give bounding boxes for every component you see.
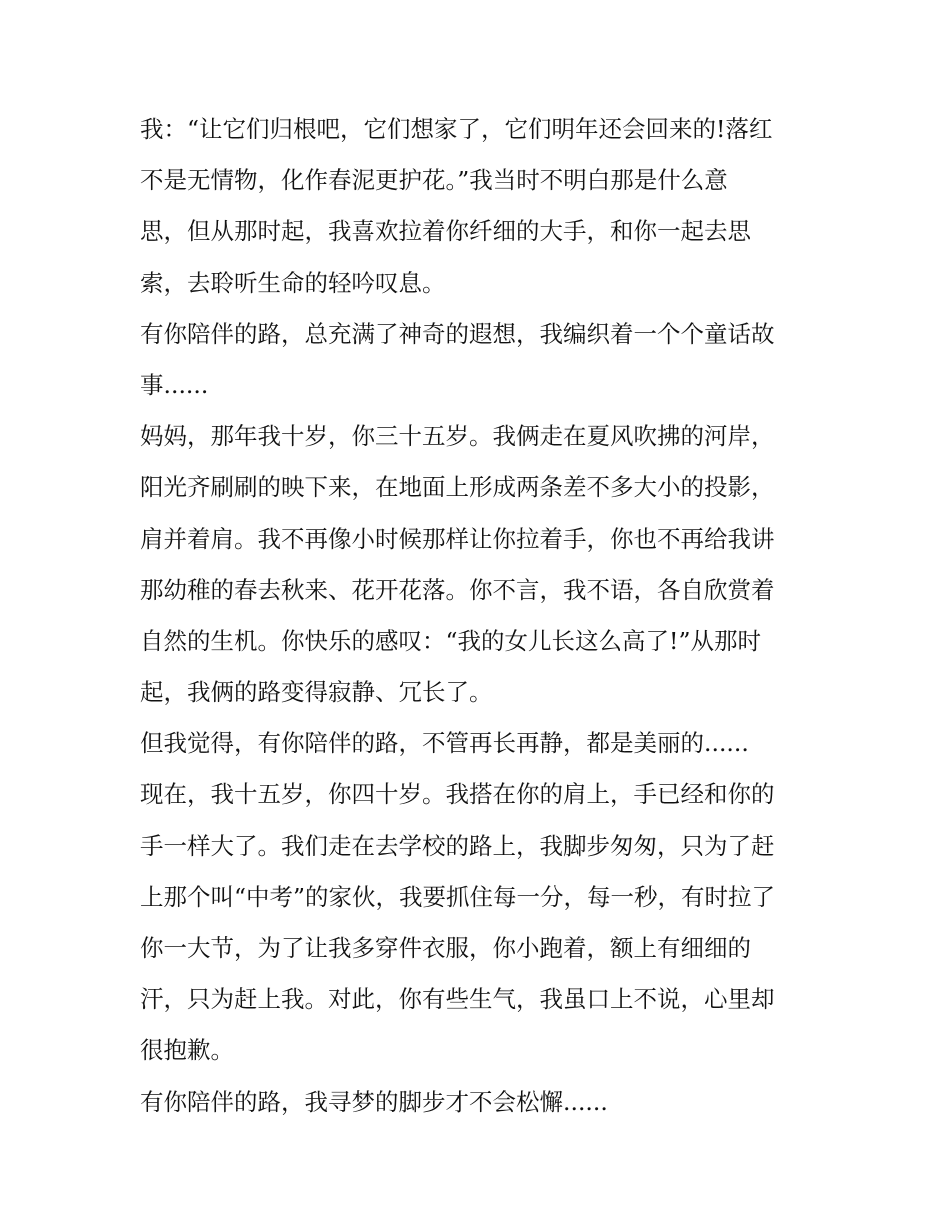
text-line: 有你陪伴的路，我寻梦的脚步才不会松懈...... [140, 1087, 608, 1116]
text-line: 但我觉得，有你陪伴的路，不管再长再静，都是美丽的...... [140, 729, 749, 758]
text-line: 事...... [140, 370, 209, 399]
text-line: 很抱歉。 [140, 1036, 234, 1065]
text-line: 有你陪伴的路，总充满了神奇的遐想，我编织着一个个童话故 [140, 319, 775, 348]
text-line: 那幼稚的春去秋来、花开花落。你不言，我不语，各自欣赏着 [140, 575, 775, 604]
text-line: 不是无情物，化作春泥更护花。”我当时不明白那是什么意 [140, 166, 728, 195]
text-line: 手一样大了。我们走在去学校的路上，我脚步匆匆，只为了赶 [140, 831, 775, 860]
text-line: 妈妈，那年我十岁，你三十五岁。我俩走在夏风吹拂的河岸， [140, 422, 775, 451]
text-line: 现在，我十五岁，你四十岁。我搭在你的肩上，手已经和你的 [140, 780, 775, 809]
document-body [140, 104, 820, 1128]
text-line: 肩并着肩。我不再像小时候那样让你拉着手，你也不再给我讲 [140, 524, 775, 553]
text-line: 汗，只为赶上我。对此，你有些生气，我虽口上不说，心里却 [140, 985, 775, 1014]
text-line: 我：“让它们归根吧，它们想家了，它们明年还会回来的!落红 [140, 115, 773, 143]
text-line: 起，我俩的路变得寂静、冗长了。 [140, 678, 493, 707]
text-line: 索，去聆听生命的轻吟叹息。 [140, 268, 446, 297]
text-line: 自然的生机。你快乐的感叹：“我的女儿长这么高了!”从那时 [140, 626, 761, 655]
text-line: 思，但从那时起，我喜欢拉着你纤细的大手，和你一起去思 [140, 217, 751, 246]
text-line: 阳光齐刷刷的映下来，在地面上形成两条差不多大小的投影， [140, 473, 775, 502]
text-line: 上那个叫“中考”的家伙，我要抓住每一分，每一秒，有时拉了 [140, 882, 776, 911]
text-line: 你一大节，为了让我多穿件衣服，你小跑着，额上有细细的 [140, 934, 751, 962]
